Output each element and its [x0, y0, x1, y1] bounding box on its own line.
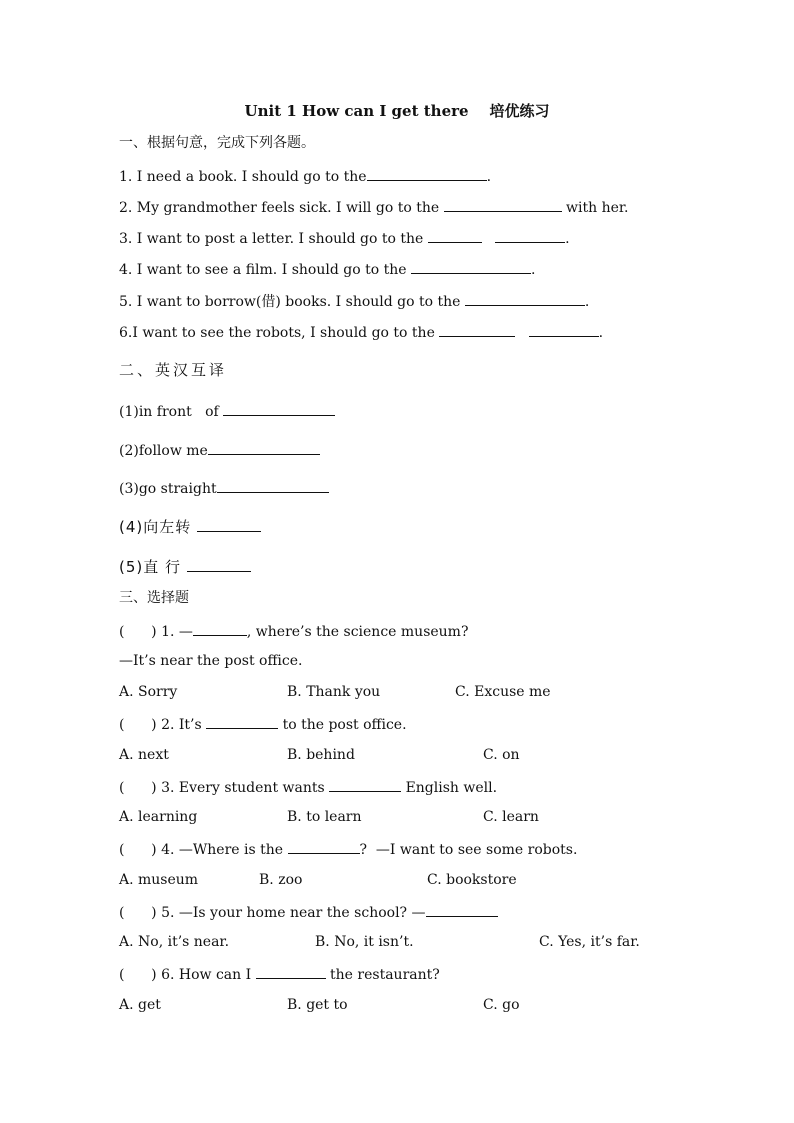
question-text: ? —I want to see some robots. [359, 842, 578, 858]
question-text: ( ) 4. —Where is the [119, 842, 288, 858]
section1-item-4 [119, 259, 535, 279]
item-text: (5)直 行 [119, 558, 187, 576]
answer-blank[interactable] [439, 322, 515, 337]
question-3 [119, 777, 497, 797]
item-text: . [598, 325, 604, 341]
question-1-response: —It’s near the post office. [119, 653, 303, 669]
q2-option-a[interactable]: A. next [119, 747, 169, 763]
q4-option-b[interactable]: B. zoo [259, 872, 303, 888]
question-text: English well. [401, 780, 498, 796]
answer-blank[interactable] [288, 839, 360, 854]
question-text: the restaurant? [325, 967, 440, 983]
answer-blank[interactable] [187, 557, 251, 572]
item-text: (2)follow me [119, 443, 208, 459]
question-text: ( ) 3. Every student wants [119, 780, 330, 796]
answer-blank[interactable] [197, 517, 261, 532]
q2-option-b[interactable]: B. behind [287, 747, 355, 763]
answer-blank[interactable] [444, 197, 562, 212]
item-text: 5. I want to borrow(借) books. I should go to the [119, 294, 465, 310]
section1-item-1 [119, 166, 491, 186]
section1-item-5 [119, 291, 589, 311]
answer-blank[interactable] [206, 714, 278, 729]
answer-blank[interactable] [223, 401, 335, 416]
question-text: ( ) 5. —Is your home near the school? — [119, 905, 426, 921]
question-text: ( ) 1. — [119, 624, 193, 640]
question-text: ( ) 2. It’s [119, 717, 207, 733]
answer-blank[interactable] [411, 259, 531, 274]
answer-blank[interactable] [465, 291, 585, 306]
section2-item-3 [119, 478, 329, 498]
page-title: Unit 1 How can I get there 培优练习 [244, 102, 550, 120]
answer-blank[interactable] [193, 621, 247, 636]
item-text: with her. [561, 200, 629, 216]
item-text [515, 325, 528, 341]
item-text: 1. I need a book. I should go to the [119, 169, 367, 185]
item-text [482, 231, 495, 247]
item-text: 2. My grandmother feels sick. I will go to the [119, 200, 444, 216]
section2-item-2 [119, 440, 320, 460]
answer-blank[interactable] [426, 902, 498, 917]
answer-blank[interactable] [208, 440, 320, 455]
item-text: 4. I want to see a film. I should go to the [119, 262, 411, 278]
item-text: (3)go straight [119, 481, 217, 497]
answer-blank[interactable] [529, 322, 599, 337]
answer-blank[interactable] [428, 228, 482, 243]
answer-blank[interactable] [367, 166, 487, 181]
q1-option-b[interactable]: B. Thank you [287, 684, 381, 700]
q5-option-b[interactable]: B. No, it isn’t. [315, 934, 414, 950]
q3-option-a[interactable]: A. learning [119, 809, 198, 825]
item-text: . [486, 169, 492, 185]
item-text: (1)in front of [119, 404, 224, 420]
q1-option-a[interactable]: A. Sorry [119, 684, 178, 700]
section1-item-2 [119, 197, 629, 217]
item-text: . [565, 231, 570, 247]
question-6 [119, 964, 440, 984]
item-text: 6.I want to see the robots, I should go to the [119, 325, 440, 341]
section2-heading: 二、英汉互译 [119, 361, 228, 379]
item-text: (4)向左转 [119, 518, 198, 536]
answer-blank[interactable] [256, 964, 326, 979]
answer-blank[interactable] [495, 228, 565, 243]
item-text: . [530, 262, 536, 278]
item-text: 3. I want to post a letter. I should go to the [119, 231, 428, 247]
q3-option-b[interactable]: B. to learn [287, 809, 362, 825]
q2-option-c[interactable]: C. on [483, 747, 520, 763]
q4-option-c[interactable]: C. bookstore [427, 872, 517, 888]
question-5 [119, 902, 498, 922]
question-2 [119, 714, 407, 734]
q3-option-c[interactable]: C. learn [483, 809, 539, 825]
q4-option-a[interactable]: A. museum [119, 872, 199, 888]
question-text: ( ) 6. How can I [119, 967, 256, 983]
section1-item-6 [119, 322, 603, 342]
q1-option-c[interactable]: C. Excuse me [455, 684, 551, 700]
section1-heading: 一、根据句意，完成下列各题。 [119, 135, 315, 151]
q5-option-c[interactable]: C. Yes, it’s far. [539, 934, 640, 950]
section2-item-5 [119, 557, 251, 576]
section2-item-4 [119, 517, 261, 536]
answer-blank[interactable] [329, 777, 401, 792]
answer-blank[interactable] [217, 478, 329, 493]
section1-item-3 [119, 228, 570, 248]
section2-item-1 [119, 401, 335, 421]
question-text: , where’s the science museum? [246, 624, 469, 640]
q5-option-a[interactable]: A. No, it’s near. [119, 934, 230, 950]
question-4 [119, 839, 577, 859]
q6-option-c[interactable]: C. go [483, 997, 520, 1013]
question-text: to the post office. [278, 717, 407, 733]
q6-option-a[interactable]: A. get [119, 997, 161, 1013]
q6-option-b[interactable]: B. get to [287, 997, 348, 1013]
question-1 [119, 621, 468, 641]
section3-heading: 三、选择题 [119, 590, 189, 606]
item-text: . [584, 294, 590, 310]
